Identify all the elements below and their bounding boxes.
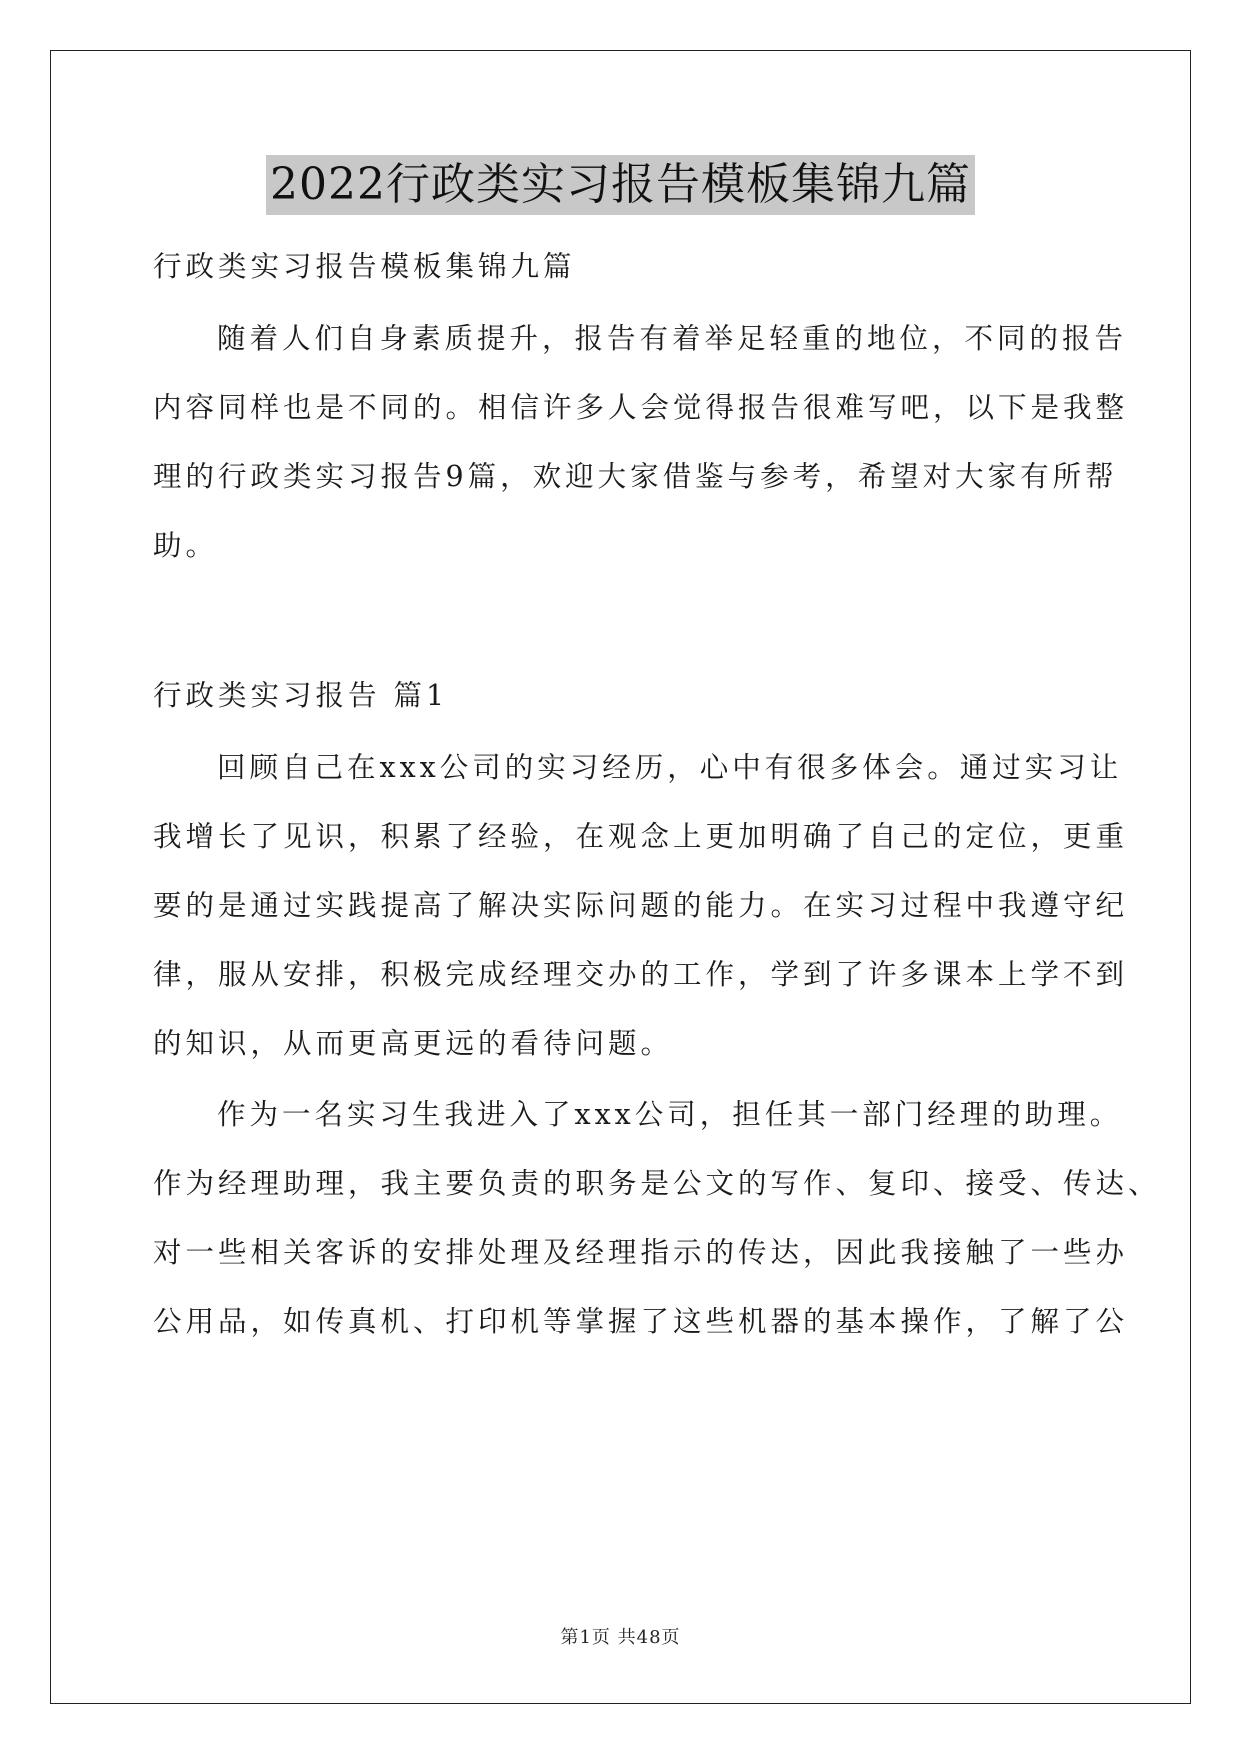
paragraph-line: 公用品，如传真机、打印机等掌握了这些机器的基本操作，了解了公 [153,1305,1129,1338]
document-subtitle: 行政类实习报告模板集锦九篇 [153,250,576,283]
paragraph-line: 作为经理助理，我主要负责的职务是公文的写作、复印、接受、传达、 [153,1167,1161,1200]
paragraph-line: 作为一名实习生我进入了xxx公司，担任其一部门经理的助理。 [217,1098,1123,1131]
intro-line: 内容同样也是不同的。相信许多人会觉得报告很难写吧，以下是我整 [153,391,1129,424]
document-title: 2022行政类实习报告模板集锦九篇 [266,155,975,215]
paragraph-line: 的知识，从而更高更远的看待问题。 [153,1027,674,1060]
intro-line: 随着人们自身素质提升，报告有着举足轻重的地位，不同的报告 [217,322,1128,355]
paragraph-line: 要的是通过实践提高了解决实际问题的能力。在实习过程中我遵守纪 [153,889,1129,922]
paragraph-line: 回顾自己在xxx公司的实习经历，心中有很多体会。通过实习让 [217,751,1123,784]
intro-line: 助。 [153,529,219,562]
paragraph-line: 对一些相关客诉的安排处理及经理指示的传达，因此我接触了一些办 [153,1236,1129,1269]
page-footer: 第1页 共48页 [560,1627,681,1648]
page-border [50,50,1191,1704]
paragraph-line: 我增长了见识，积累了经验，在观念上更加明确了自己的定位，更重 [153,820,1129,853]
paragraph-line: 律，服从安排，积极完成经理交办的工作，学到了许多课本上学不到 [153,958,1129,991]
section-heading: 行政类实习报告 篇1 [153,679,449,712]
title-container [0,155,1241,215]
intro-line: 理的行政类实习报告9篇，欢迎大家借鉴与参考，希望对大家有所帮 [153,460,1118,493]
